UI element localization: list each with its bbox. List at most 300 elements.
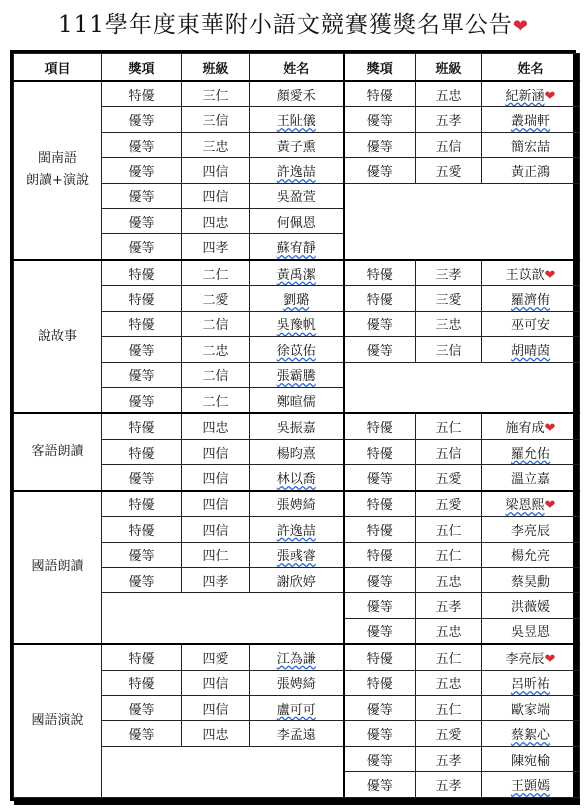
- cell-award: [344, 746, 416, 771]
- award-text: 優等: [128, 114, 155, 130]
- name-text: 顏愛禾: [276, 88, 316, 104]
- cell-name: [250, 413, 344, 439]
- name-text: 李亮辰: [505, 651, 545, 667]
- award-text: 優等: [366, 702, 393, 718]
- cell-name: [482, 107, 580, 132]
- cell-class: [416, 260, 482, 286]
- cell-name: [250, 670, 344, 695]
- cell-award: [344, 593, 416, 618]
- table-row: [14, 644, 580, 670]
- award-text: 優等: [366, 779, 393, 795]
- title-text: 111學年度東華附小語文競賽獲獎名單公告: [58, 12, 513, 38]
- cell-class: [182, 721, 250, 746]
- name-text: 梁恩熙: [505, 498, 545, 514]
- cell-class: [182, 491, 250, 517]
- award-text: 優等: [366, 139, 393, 155]
- cell-class: [182, 362, 250, 387]
- award-text: 特優: [366, 421, 393, 437]
- name-text: 黃子熏: [276, 139, 316, 155]
- class-text: 四信: [202, 702, 229, 718]
- cell-award: [102, 158, 182, 183]
- award-text: 優等: [128, 241, 155, 257]
- award-text: 優等: [128, 574, 155, 590]
- award-text: 優等: [128, 190, 155, 206]
- cell-name: [482, 413, 580, 439]
- class-text: 五忠: [435, 88, 462, 104]
- name-text: 叢瑞軒: [510, 114, 550, 130]
- class-text: 四信: [202, 446, 229, 462]
- table-row: [14, 413, 580, 439]
- cell-name: [482, 542, 580, 567]
- cell-award: [102, 362, 182, 387]
- name-text: 蘇宥靜: [276, 241, 316, 257]
- category-label: 閩南語: [37, 151, 77, 167]
- award-text: 優等: [128, 343, 155, 359]
- cell-name: [250, 387, 344, 413]
- cell-award: [344, 721, 416, 746]
- category-label: 客語朗讀: [31, 444, 84, 460]
- empty-cell: [102, 746, 344, 797]
- category-cell: [14, 644, 102, 797]
- cell-name: [250, 362, 344, 387]
- award-text: 特優: [128, 446, 155, 462]
- cell-class: [182, 517, 250, 542]
- name-text: 楊允亮: [510, 549, 550, 565]
- cell-class: [416, 439, 482, 464]
- category-label: 朗讀+演說: [26, 173, 89, 189]
- cell-award: [102, 209, 182, 234]
- cell-award: [344, 567, 416, 592]
- cell-class: [416, 311, 482, 336]
- cell-award: [102, 107, 182, 132]
- cell-class: [416, 413, 482, 439]
- award-text: 特優: [128, 498, 155, 514]
- cell-class: [182, 387, 250, 413]
- class-text: 五仁: [435, 702, 462, 718]
- award-table-body: [14, 81, 580, 798]
- cell-name: [482, 670, 580, 695]
- award-text: 特優: [366, 267, 393, 283]
- cell-name: [250, 439, 344, 464]
- class-text: 四忠: [202, 215, 229, 231]
- name-text: 鄭暄儒: [276, 394, 316, 410]
- award-text: 特優: [366, 446, 393, 462]
- class-text: 五信: [435, 446, 462, 462]
- name-text: 施宥成: [505, 421, 545, 437]
- header-class: 班級: [182, 54, 250, 82]
- cell-award: [102, 337, 182, 362]
- name-text: 盧可可: [276, 702, 316, 718]
- cell-name: [250, 542, 344, 567]
- class-text: 二信: [202, 318, 229, 334]
- name-text: 胡晴茵: [510, 343, 550, 359]
- cell-class: [416, 286, 482, 311]
- cell-name: [250, 644, 344, 670]
- cell-name: [250, 132, 344, 157]
- cell-name: [250, 107, 344, 132]
- table-header-row: [14, 54, 580, 82]
- class-text: 三仁: [202, 88, 229, 104]
- name-text: 呂昕祐: [510, 677, 550, 693]
- name-text: 王顗嫣: [510, 779, 550, 795]
- class-text: 二仁: [202, 394, 229, 410]
- heart-icon: ❤: [544, 88, 556, 104]
- class-text: 五仁: [435, 421, 462, 437]
- cell-class: [182, 439, 250, 464]
- name-text: 蔡昊勳: [510, 574, 550, 590]
- name-text: 陳宛榆: [510, 753, 550, 769]
- cell-name: [250, 696, 344, 721]
- cell-class: [182, 286, 250, 311]
- class-text: 二愛: [202, 293, 229, 309]
- award-text: 優等: [366, 625, 393, 641]
- name-text: 江為謙: [276, 651, 316, 667]
- cell-name: [250, 286, 344, 311]
- award-text: 特優: [128, 677, 155, 693]
- class-text: 五愛: [435, 498, 462, 514]
- cell-award: [344, 286, 416, 311]
- cell-class: [182, 107, 250, 132]
- cell-name: [250, 465, 344, 491]
- class-text: 三愛: [435, 293, 462, 309]
- class-text: 五信: [435, 139, 462, 155]
- award-text: 優等: [128, 139, 155, 155]
- name-text: 李孟遠: [276, 728, 316, 744]
- cell-class: [416, 107, 482, 132]
- class-text: 五孝: [435, 779, 462, 795]
- name-text: 徐苡佑: [276, 343, 316, 359]
- award-text: 特優: [128, 651, 155, 667]
- name-text: 羅濟侑: [510, 293, 550, 309]
- award-text: 特優: [128, 421, 155, 437]
- class-text: 五仁: [435, 651, 462, 667]
- class-text: 三忠: [435, 318, 462, 334]
- cell-class: [416, 132, 482, 157]
- name-text: 劉璐: [283, 293, 310, 309]
- class-text: 四孝: [202, 574, 229, 590]
- cell-award: [344, 413, 416, 439]
- cell-award: [102, 517, 182, 542]
- cell-name: [250, 234, 344, 260]
- award-table-frame: [10, 50, 576, 801]
- cell-award: [102, 413, 182, 439]
- cell-class: [416, 772, 482, 798]
- award-text: 優等: [128, 549, 155, 565]
- cell-class: [416, 644, 482, 670]
- cell-class: [182, 567, 250, 592]
- cell-class: [182, 81, 250, 107]
- award-text: 優等: [366, 574, 393, 590]
- cell-name: [482, 644, 580, 670]
- cell-award: [344, 439, 416, 464]
- cell-name: [482, 337, 580, 362]
- class-text: 五愛: [435, 164, 462, 180]
- award-text: 優等: [128, 702, 155, 718]
- cell-name: [482, 439, 580, 464]
- class-text: 四愛: [202, 651, 229, 667]
- cell-award: [344, 618, 416, 644]
- name-text: 楊昀熹: [276, 446, 316, 462]
- cell-name: [482, 465, 580, 491]
- cell-class: [416, 567, 482, 592]
- name-text: 羅允佑: [510, 446, 550, 462]
- heart-icon: ❤: [512, 16, 529, 37]
- award-table: [13, 53, 580, 798]
- award-text: 特優: [366, 523, 393, 539]
- name-text: 黃禹潔: [276, 267, 316, 283]
- cell-name: [250, 721, 344, 746]
- heart-icon: ❤: [544, 498, 556, 514]
- award-text: 優等: [366, 728, 393, 744]
- cell-class: [182, 413, 250, 439]
- table-row: [14, 491, 580, 517]
- cell-class: [182, 644, 250, 670]
- award-text: 優等: [366, 164, 393, 180]
- cell-name: [250, 311, 344, 336]
- cell-name: [482, 772, 580, 798]
- cell-name: [250, 491, 344, 517]
- cell-award: [344, 491, 416, 517]
- cell-award: [102, 542, 182, 567]
- cell-award: [102, 81, 182, 107]
- cell-class: [416, 542, 482, 567]
- cell-class: [182, 260, 250, 286]
- cell-name: [482, 311, 580, 336]
- cell-name: [250, 260, 344, 286]
- cell-name: [250, 517, 344, 542]
- cell-award: [102, 644, 182, 670]
- class-text: 四信: [202, 164, 229, 180]
- cell-class: [416, 491, 482, 517]
- class-text: 五孝: [435, 753, 462, 769]
- category-label: 國語演說: [31, 713, 84, 729]
- category-cell: [14, 260, 102, 414]
- class-text: 四孝: [202, 241, 229, 257]
- class-text: 三孝: [435, 267, 462, 283]
- name-text: 張彧睿: [276, 549, 316, 565]
- class-text: 五愛: [435, 471, 462, 487]
- cell-name: [250, 158, 344, 183]
- cell-class: [416, 721, 482, 746]
- cell-name: [250, 567, 344, 592]
- header-award: 獎項: [102, 54, 182, 82]
- class-text: 三忠: [202, 139, 229, 155]
- award-text: 特優: [366, 549, 393, 565]
- name-text: 吳豫帆: [276, 318, 316, 334]
- cell-award: [344, 772, 416, 798]
- table-row: [14, 260, 580, 286]
- award-text: 優等: [366, 471, 393, 487]
- cell-name: [482, 491, 580, 517]
- cell-name: [482, 593, 580, 618]
- cell-name: [482, 286, 580, 311]
- cell-class: [416, 696, 482, 721]
- cell-name: [482, 132, 580, 157]
- cell-award: [344, 670, 416, 695]
- header-name: 姓名: [250, 54, 344, 82]
- class-text: 三信: [202, 114, 229, 130]
- heart-icon: ❤: [544, 267, 556, 283]
- name-text: 張娉綺: [276, 498, 316, 514]
- name-text: 吳盈萱: [276, 190, 316, 206]
- class-text: 五孝: [435, 600, 462, 616]
- cell-class: [416, 618, 482, 644]
- cell-class: [182, 183, 250, 208]
- cell-class: [416, 670, 482, 695]
- name-text: 吳昱恩: [510, 625, 550, 641]
- empty-cell: [102, 593, 344, 644]
- name-text: 許逸喆: [276, 164, 316, 180]
- cell-award: [344, 465, 416, 491]
- cell-name: [482, 696, 580, 721]
- cell-award: [344, 311, 416, 336]
- cell-award: [102, 465, 182, 491]
- name-text: 溫立嘉: [510, 471, 550, 487]
- cell-award: [102, 696, 182, 721]
- name-text: 張娉綺: [276, 677, 316, 693]
- name-text: 王阯儀: [276, 114, 316, 130]
- name-text: 張霸騰: [276, 369, 316, 385]
- award-text: 優等: [128, 369, 155, 385]
- name-text: 黃正鴻: [510, 164, 550, 180]
- cell-class: [182, 337, 250, 362]
- cell-class: [182, 465, 250, 491]
- class-text: 四忠: [202, 728, 229, 744]
- cell-class: [182, 670, 250, 695]
- cell-class: [182, 234, 250, 260]
- class-text: 四信: [202, 677, 229, 693]
- award-text: 優等: [366, 753, 393, 769]
- cell-name: [250, 81, 344, 107]
- award-text: 特優: [128, 88, 155, 104]
- name-text: 洪薇媛: [510, 600, 550, 616]
- cell-name: [482, 260, 580, 286]
- cell-award: [344, 132, 416, 157]
- award-text: 特優: [366, 498, 393, 514]
- cell-award: [102, 311, 182, 336]
- class-text: 五仁: [435, 523, 462, 539]
- name-text: 簡宏喆: [510, 139, 550, 155]
- heart-icon: ❤: [544, 651, 556, 667]
- cell-award: [102, 491, 182, 517]
- cell-class: [416, 593, 482, 618]
- category-cell: [14, 491, 102, 645]
- class-text: 五忠: [435, 625, 462, 641]
- award-text: 特優: [128, 267, 155, 283]
- award-text: 特優: [128, 523, 155, 539]
- header-item: 項目: [14, 54, 102, 82]
- category-label: 國語朗讀: [31, 559, 84, 575]
- cell-class: [182, 311, 250, 336]
- cell-class: [416, 517, 482, 542]
- class-text: 二仁: [202, 267, 229, 283]
- class-text: 五孝: [435, 114, 462, 130]
- cell-name: [482, 618, 580, 644]
- class-text: 五忠: [435, 574, 462, 590]
- name-text: 歐家端: [510, 702, 550, 718]
- class-text: 二信: [202, 369, 229, 385]
- name-text: 李亮辰: [510, 523, 550, 539]
- award-text: 優等: [128, 215, 155, 231]
- class-text: 五忠: [435, 677, 462, 693]
- name-text: 紀新涵: [505, 88, 545, 104]
- cell-award: [344, 542, 416, 567]
- cell-name: [482, 567, 580, 592]
- award-text: 特優: [366, 88, 393, 104]
- category-label: 說故事: [37, 328, 77, 344]
- cell-award: [344, 81, 416, 107]
- cell-award: [102, 260, 182, 286]
- cell-award: [102, 567, 182, 592]
- name-text: 巫可安: [510, 318, 550, 334]
- cell-name: [250, 337, 344, 362]
- cell-class: [182, 132, 250, 157]
- cell-award: [344, 158, 416, 183]
- name-text: 何佩恩: [276, 215, 316, 231]
- cell-award: [344, 517, 416, 542]
- cell-class: [182, 158, 250, 183]
- award-text: 特優: [366, 651, 393, 667]
- award-text: 優等: [366, 600, 393, 616]
- award-text: 優等: [366, 114, 393, 130]
- empty-cell: [344, 362, 580, 413]
- cell-award: [344, 107, 416, 132]
- cell-award: [102, 234, 182, 260]
- category-cell: [14, 81, 102, 260]
- cell-name: [482, 721, 580, 746]
- award-text: 優等: [128, 164, 155, 180]
- empty-cell: [344, 183, 580, 260]
- cell-class: [182, 209, 250, 234]
- cell-name: [482, 81, 580, 107]
- award-text: 優等: [128, 394, 155, 410]
- class-text: 五仁: [435, 549, 462, 565]
- cell-award: [102, 387, 182, 413]
- award-text: 特優: [366, 293, 393, 309]
- class-text: 四信: [202, 523, 229, 539]
- award-text: 優等: [366, 343, 393, 359]
- page-title: [0, 6, 587, 39]
- name-text: 林以喬: [276, 471, 316, 487]
- class-text: 五愛: [435, 728, 462, 744]
- cell-name: [250, 183, 344, 208]
- award-text: 特優: [366, 677, 393, 693]
- class-text: 二忠: [202, 343, 229, 359]
- cell-name: [482, 517, 580, 542]
- name-text: 蔡絮心: [510, 728, 550, 744]
- cell-award: [102, 439, 182, 464]
- table-row: [14, 81, 580, 107]
- cell-class: [416, 337, 482, 362]
- name-text: 許逸喆: [276, 523, 316, 539]
- cell-class: [416, 465, 482, 491]
- class-text: 四信: [202, 471, 229, 487]
- award-text: 特優: [128, 293, 155, 309]
- class-text: 四信: [202, 498, 229, 514]
- award-text: 優等: [128, 728, 155, 744]
- class-text: 四忠: [202, 421, 229, 437]
- heart-icon: ❤: [544, 421, 556, 437]
- cell-award: [102, 286, 182, 311]
- award-text: 優等: [128, 471, 155, 487]
- cell-award: [344, 696, 416, 721]
- name-text: 吳振嘉: [276, 421, 316, 437]
- header-award: 獎項: [344, 54, 416, 82]
- cell-name: [482, 746, 580, 771]
- cell-name: [482, 158, 580, 183]
- cell-award: [102, 670, 182, 695]
- cell-award: [102, 132, 182, 157]
